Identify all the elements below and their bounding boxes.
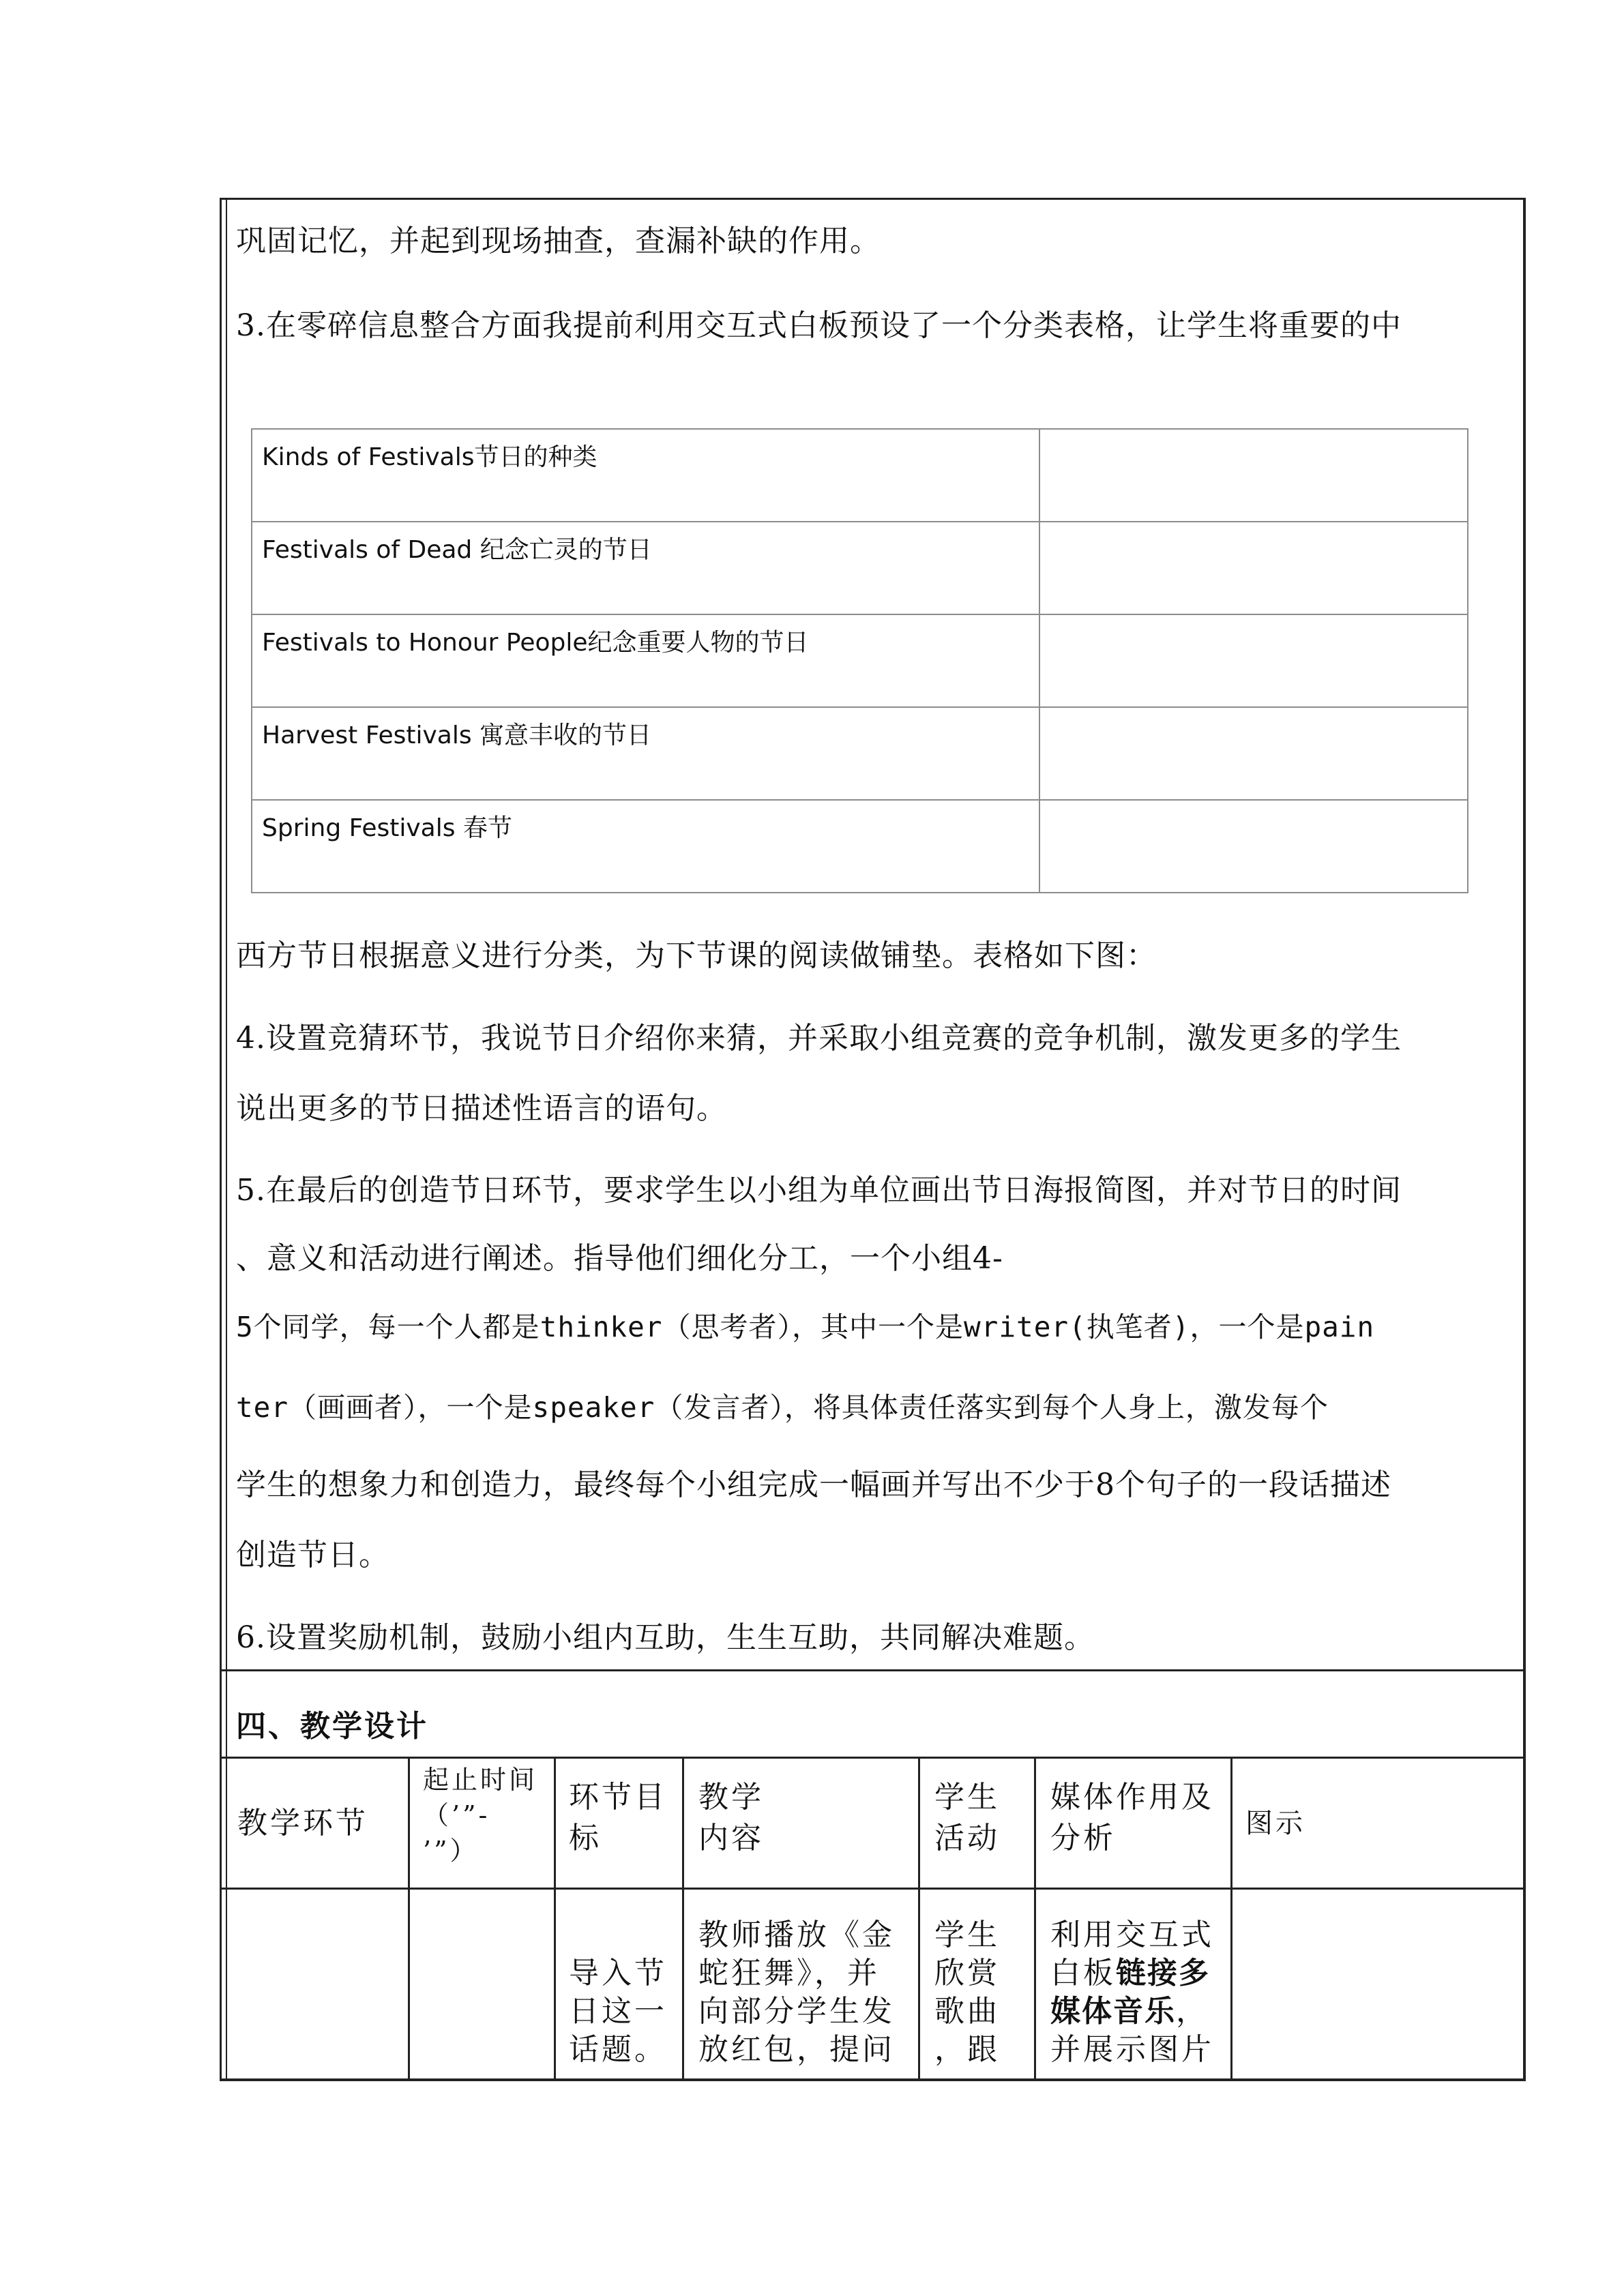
header-media bbox=[1050, 1777, 1214, 1859]
section-divider bbox=[222, 1669, 1524, 1671]
column-divider bbox=[554, 1757, 556, 2081]
paragraph-4b: 说出更多的节日描述性语言的语句。 bbox=[236, 1091, 727, 1126]
row1-activity-line: ，跟 bbox=[934, 2032, 1000, 2067]
table-row bbox=[252, 614, 1468, 707]
row1-goal-line: 导入节 bbox=[569, 1956, 667, 1991]
paragraph-2: 3.在零碎信息整合方面我提前利用交互式白板预设了一个分类表格，让学生将重要的中 bbox=[236, 308, 1402, 343]
row1-activity-line: 欣赏 bbox=[934, 1956, 1000, 1991]
table-row bbox=[252, 800, 1468, 893]
paragraph-1: 巩固记忆，并起到现场抽查，查漏补缺的作用。 bbox=[236, 224, 881, 258]
category-cell: Festivals to Honour People纪念重要人物的节日 bbox=[252, 614, 1039, 707]
paragraph-5d: ter（画画者），一个是speaker（发言者），将具体责任落实到每个人身上，激发每个 bbox=[236, 1391, 1329, 1424]
header-time-line: ’”） bbox=[423, 1836, 479, 1866]
header-activity-line: 活动 bbox=[934, 1821, 1000, 1855]
row1-content-line: 教师播放《金 bbox=[698, 1918, 895, 1952]
category-cell: Spring Festivals 春节 bbox=[252, 800, 1039, 893]
header-time bbox=[423, 1762, 537, 1868]
entry-cell bbox=[1039, 614, 1468, 707]
row1-content-line: 向部分学生发 bbox=[698, 1994, 895, 2029]
entry-cell bbox=[1039, 800, 1468, 893]
row1-media-line: 并展示图片 bbox=[1050, 2032, 1214, 2067]
header-activity-line: 学生 bbox=[934, 1780, 1000, 1815]
table-row bbox=[252, 429, 1468, 522]
row1-media-line bbox=[1050, 1954, 1214, 1993]
header-figure: 图示 bbox=[1245, 1808, 1305, 1839]
header-stage: 教学环节 bbox=[237, 1806, 368, 1840]
header-media-line: 分析 bbox=[1050, 1821, 1116, 1855]
category-cell: Harvest Festivals 寓意丰收的节日 bbox=[252, 707, 1039, 800]
row1-activity bbox=[934, 1916, 1000, 2069]
entry-cell bbox=[1039, 429, 1468, 522]
row1-content bbox=[698, 1916, 895, 2069]
row1-content-line: 蛇狂舞》，并 bbox=[698, 1956, 880, 1991]
header-activity bbox=[934, 1777, 1000, 1859]
paragraph-5b: 、意义和活动进行阐述。指导他们细化分工，一个小组4- bbox=[236, 1241, 1003, 1276]
header-media-line: 媒体作用及 bbox=[1050, 1780, 1214, 1815]
column-divider bbox=[918, 1757, 920, 2081]
header-content-line: 教学 bbox=[698, 1780, 764, 1815]
row1-media bbox=[1050, 1916, 1214, 2069]
header-content-line: 内容 bbox=[698, 1821, 764, 1855]
row1-goal-line: 日这一 bbox=[569, 1994, 667, 2029]
table-row bbox=[252, 522, 1468, 614]
festival-classification-table bbox=[251, 428, 1468, 893]
row1-content-line: 放红包，提问 bbox=[698, 2032, 895, 2067]
header-goal-line: 标 bbox=[569, 1821, 602, 1855]
column-divider bbox=[1230, 1757, 1232, 2081]
header-time-line: 起止时间 bbox=[423, 1765, 538, 1795]
entry-cell bbox=[1039, 707, 1468, 800]
paragraph-4a: 4.设置竞猜环节，我说节日介绍你来猜，并采取小组竞赛的竞争机制，激发更多的学生 bbox=[236, 1021, 1402, 1056]
row1-media-line bbox=[1050, 1993, 1214, 2031]
row1-goal bbox=[569, 1954, 667, 2069]
table-bottom-border bbox=[222, 2078, 1524, 2081]
header-goal bbox=[569, 1777, 667, 1859]
table-header-bottom-border bbox=[222, 1888, 1524, 1890]
column-divider bbox=[1034, 1757, 1036, 2081]
entry-cell bbox=[1039, 522, 1468, 614]
row1-media-text: ， bbox=[1176, 1994, 1209, 2029]
paragraph-3: 西方节日根据意义进行分类，为下节课的阅读做铺垫。表格如下图： bbox=[236, 938, 1157, 973]
category-cell: Festivals of Dead 纪念亡灵的节日 bbox=[252, 522, 1039, 614]
section-title: 四、教学设计 bbox=[236, 1709, 428, 1744]
row1-activity-line: 学生 bbox=[934, 1918, 1000, 1952]
paragraph-5f: 创造节日。 bbox=[236, 1538, 389, 1572]
header-goal-line: 环节目 bbox=[569, 1780, 667, 1815]
table-header-top-border bbox=[222, 1757, 1524, 1759]
paragraph-5a: 5.在最后的创造节日环节，要求学生以小组为单位画出节日海报简图，并对节日的时间 bbox=[236, 1173, 1402, 1208]
category-cell: Kinds of Festivals节日的种类 bbox=[252, 429, 1039, 522]
paragraph-6: 6.设置奖励机制，鼓励小组内互助，生生互助，共同解决难题。 bbox=[236, 1620, 1095, 1655]
row1-activity-line: 歌曲 bbox=[934, 1994, 1000, 2029]
column-divider bbox=[682, 1757, 684, 2081]
row1-media-line: 利用交互式 bbox=[1050, 1918, 1214, 1952]
row1-media-text: 白板 bbox=[1050, 1956, 1116, 1991]
header-time-line: （’”- bbox=[423, 1800, 490, 1830]
paragraph-5e: 学生的想象力和创造力，最终每个小组完成一幅画并写出不少于8个句子的一段话描述 bbox=[236, 1467, 1391, 1502]
row1-media-bold: 链接多 bbox=[1116, 1956, 1210, 1991]
table-row bbox=[252, 707, 1468, 800]
header-content bbox=[698, 1777, 764, 1859]
row1-media-bold: 媒体音乐 bbox=[1050, 1994, 1176, 2029]
column-divider bbox=[408, 1757, 410, 2081]
paragraph-5c: 5个同学，每一个人都是thinker（思考者），其中一个是writer(执笔者)，一个是pain bbox=[236, 1311, 1375, 1343]
row1-goal-line: 话题。 bbox=[569, 2032, 667, 2067]
